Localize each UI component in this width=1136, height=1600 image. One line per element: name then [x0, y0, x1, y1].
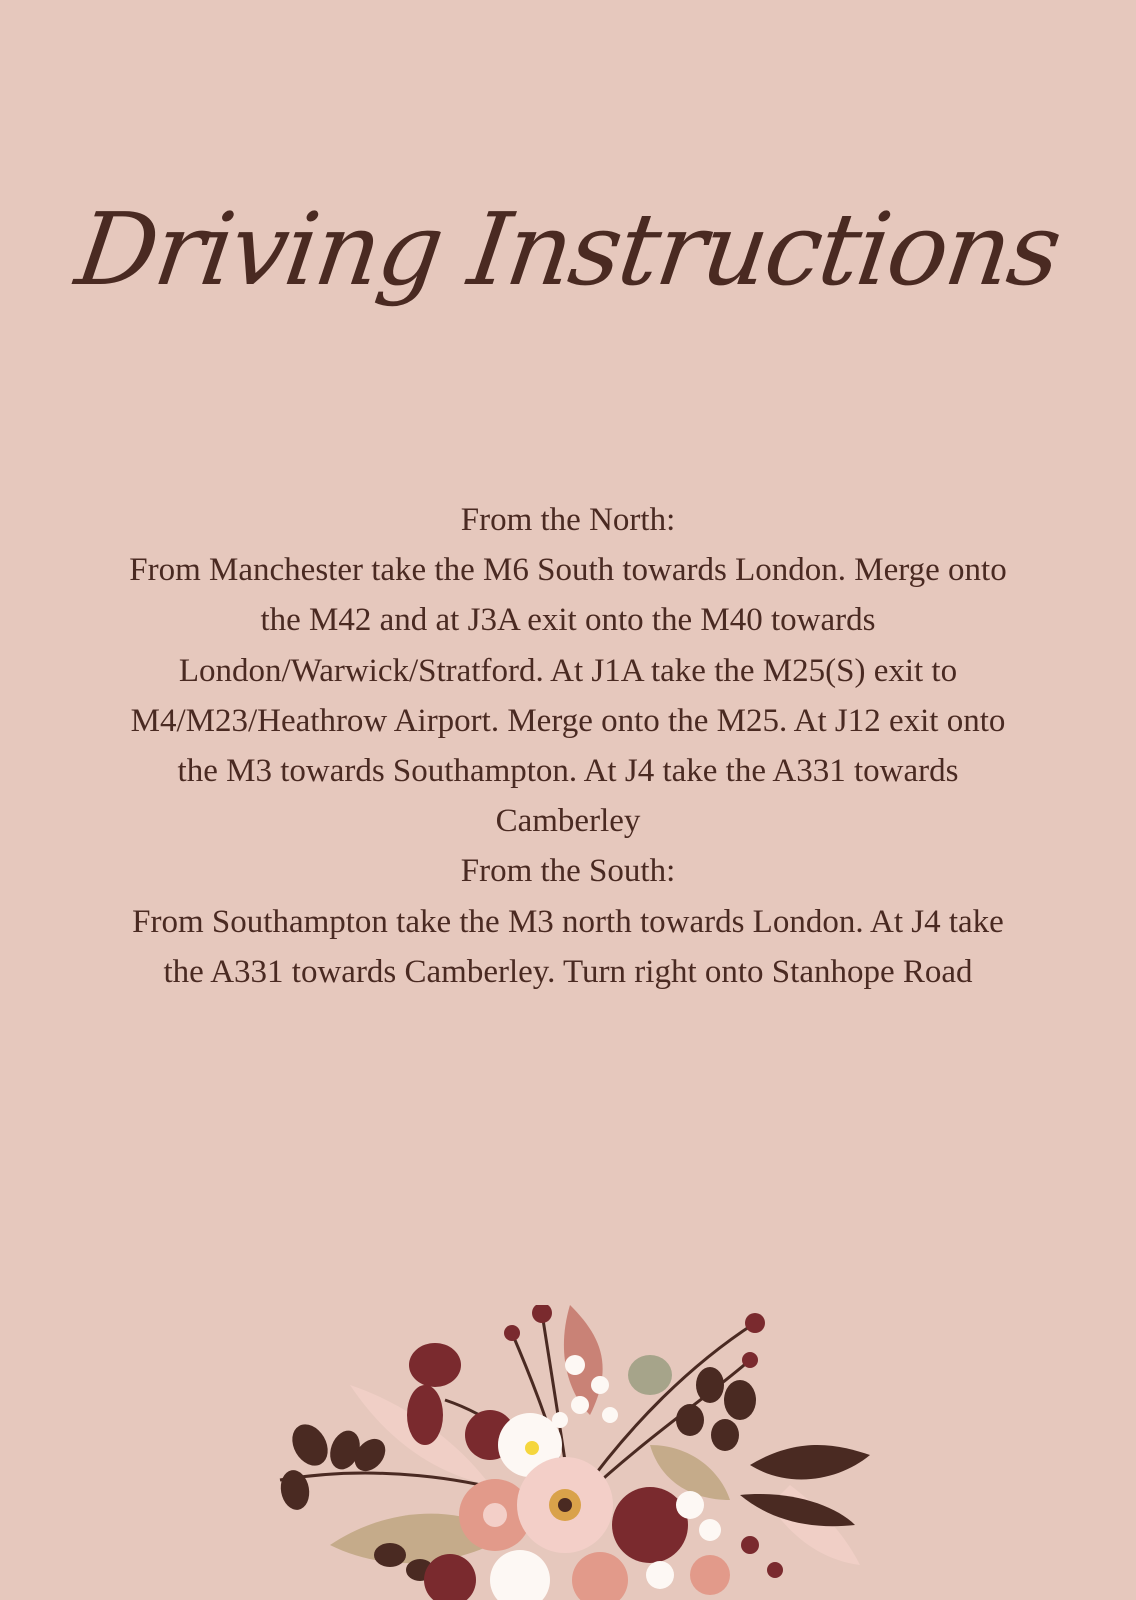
- section-text-south: From Southampton take the M3 north towards London. At J4 take the A331 towards Camberley. Turn right onto Stanhope Road: [132, 903, 1004, 990]
- section-text-north: From Manchester take the M6 South towards London. Merge onto the M42 and at J3A exit onto the M40 towards London/Warwick/Stratford. At J1A take the M25(S) exit to M4/M23/Heathrow Airport. Merge onto the M25. At J12 exit onto the M3 towards Southampton. At J4 take the A331 towards Camberley: [129, 552, 1007, 840]
- page-title: Driving Instructions: [69, 191, 1067, 308]
- section-heading-north: From the North:: [460, 502, 676, 538]
- section-heading-south: From the South:: [460, 853, 676, 890]
- floral-bouquet-icon: [270, 1305, 880, 1600]
- directions-body: [120, 495, 1016, 997]
